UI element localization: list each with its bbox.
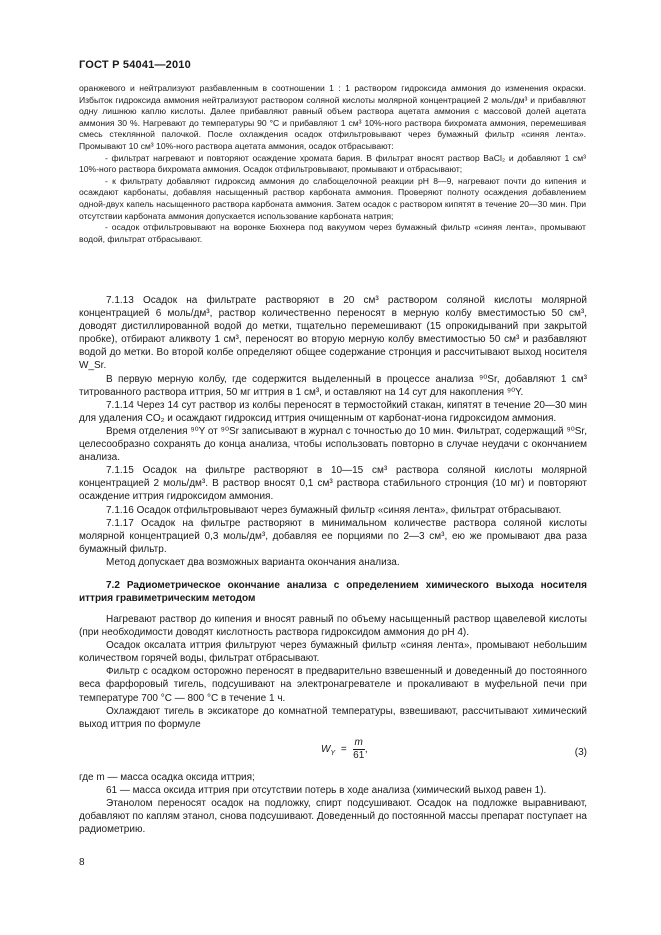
paragraph: Метод допускает два возможных варианта окончания анализа. [106, 556, 400, 568]
formula-fraction [353, 737, 365, 762]
paragraph-7-1-17: 7.1.17 Осадок на фильтре растворяют в минимальном количестве раствора соляной кислоты молярной концентрацией 0,3 моль/дм³, добавляя ее порциями по 2—3 см³, ею же промывают два раза бумажный фильтр. [79, 517, 587, 555]
formula-number: (3) [574, 746, 587, 758]
paragraph: Этанолом переносят осадок на подложку, спирт подсушивают. Осадок на подложке выравнивают, добавляют по каплям этанол, снова подсушивают. Доведенный до постоянной массы препарат поступает на радиометрию. [79, 798, 587, 836]
paragraph: Время отделения ⁹⁰Y от ⁹⁰Sr записывают в журнал с точностью до 10 мин. Фильтрат, содержащий ⁹⁰Sr, целесообразно сохранять до конца анализа, чтобы использовать повторно в случае неудачи с окончанием анализа. [79, 425, 587, 464]
formula-comma: , [364, 743, 368, 755]
paragraph-7-1-14: 7.1.14 Через 14 сут раствор из колбы переносят в термостойкий стакан, кипятят в течение 20—30 мин для удаления CO₂ и осаждают гидроксид иттрия очищенным от карбонат-иона гидроксидом аммония. [79, 399, 587, 424]
list-item: - осадок отфильтровывают на воронке Бюхнера под вакуумом через бумажный фильтр «синяя лента», промывают водой, фильтрат отбрасывают. [79, 222, 586, 244]
paragraph: Фильтр с осадком осторожно переносят в предварительно взвешенный и доведенный до постоянного веса фарфоровый тигель, подсушивают на электронагревателе и прокаливают в муфельной печи при температуре 700 °С — 800 °С в течение 1 ч. [79, 666, 587, 704]
formula-legend: 61 — масса оксида иттрия при отсутствии потерь в ходе анализа (химический выход равен 1). [106, 784, 547, 796]
paragraph: Охлаждают тигель в эксикаторе до комнатной температуры, взвешивают, рассчитывают химический выход иттрия по формуле [79, 705, 587, 730]
paragraph: В первую мерную колбу, где содержится выделенный в процессе анализа ⁹⁰Sr, добавляют 1 см³ титрованного раствора иттрия, 50 мг иттрия в 1 см³, и оставляют на 14 сут для накопления ⁹⁰Y. [79, 373, 587, 398]
formula-lhs: W [321, 743, 331, 755]
paragraph-7-1-13: 7.1.13 Осадок на фильтрате растворяют в 20 см³ раствором соляной кислоты молярной концентрацией 6 моль/дм³, раствор количественно переносят в мерную колбу вместимостью 50 см³, доводят дистиллированной водой до метки, тщательно перемешивают (15 опрокидываний при закрытой пробке), отбирают аликвоту 1 см³, переносят во вторую мерную колбу вместимостью 50 см³ и разбавляют водой до метки. Во второй колбе определяют общее содержание стронция и рассчитывают выход носителя W_Sr. [79, 295, 587, 372]
paragraph: Нагревают раствор до кипения и вносят равный по объему насыщенный раствор щавелевой кислоты (при необходимости доводят кислотность раствора гидроксидом аммония до pH 4). [79, 613, 587, 639]
paragraph-7-1-16: 7.1.16 Осадок отфильтровывают через бумажный фильтр «синяя лента», фильтрат отбрасывают. [106, 504, 562, 516]
paragraph-7-1-15: 7.1.15 Осадок на фильтре растворяют в 10—15 см³ раствора соляной кислоты молярной концентрацией 2 моль/дм³. В раствор вносят 0,1 см³ раствора стабильного стронция (10 мг) и повторяют осаждение иттрия гидроксидом аммония. [79, 465, 587, 503]
formula-numerator: m [354, 736, 363, 748]
formula-subscript: Y [330, 749, 336, 757]
procedure-continuation [79, 83, 586, 245]
document-header: ГОСТ Р 54041—2010 [79, 59, 191, 71]
formula-3 [79, 737, 587, 767]
list-item: - к фильтрату добавляют гидроксид аммония до слабощелочной реакции pH 8—9, нагревают почти до кипения и осаждают карбонаты, добавляя насыщенный раствор карбоната аммония. Проверяют полноту осаждения добавлением одной-двух капель насыщенного раствора карбоната аммония. Затем осадок с раствором кипятят в течение 20—30 мин. При отсутствии карбоната аммония допускается использование карбоната натрия; [79, 175, 586, 221]
paragraph: оранжевого и нейтрализуют разбавленным в соотношении 1 : 1 раствором гидроксида аммония до изменения окраски. Избыток гидроксида аммония нейтрализуют раствором соляной кислоты молярной концентрацией 2 моль/дм³ и прибавляют одну лишнюю каплю кислоты. Далее прибавляют равный объем раствора ацетата аммония с массовой долей ацетата аммония 30 %. Нагревают до температуры 90 °С и прибавляют 1 см³ 10%-ного раствора бихромата аммония, перемешивая смесь стеклянной палочкой. После охлаждения осадок отфильтровывают через бумажный фильтр «синяя лента». Промывают 10 см³ 10%-ного раствора ацетата аммония, осадок отбрасывают: [79, 83, 586, 151]
paragraph: Осадок оксалата иттрия фильтруют через бумажный фильтр «синяя лента», промывают небольшим количеством горячей воды, фильтрат отбрасывают. [79, 640, 587, 665]
page-number: 8 [79, 857, 85, 868]
section-heading-7-2: 7.2 Радиометрическое окончание анализа с определением химического выхода носителя иттрия гравиметрическим методом [79, 579, 587, 604]
formula-equals: = [340, 743, 347, 755]
main-text [79, 294, 587, 836]
list-item: - фильтрат нагревают и повторяют осаждение хромата бария. В фильтрат вносят раствор BaCl₂ и добавляют 1 см³ 10%-ного раствора бихромата аммония. Осадок отфильтровывают, промывают и отбрасывают; [79, 152, 586, 175]
formula-legend: где m — масса осадка оксида иттрия; [79, 771, 255, 783]
formula-expression [321, 737, 368, 762]
formula-denominator: 61 [353, 749, 365, 761]
